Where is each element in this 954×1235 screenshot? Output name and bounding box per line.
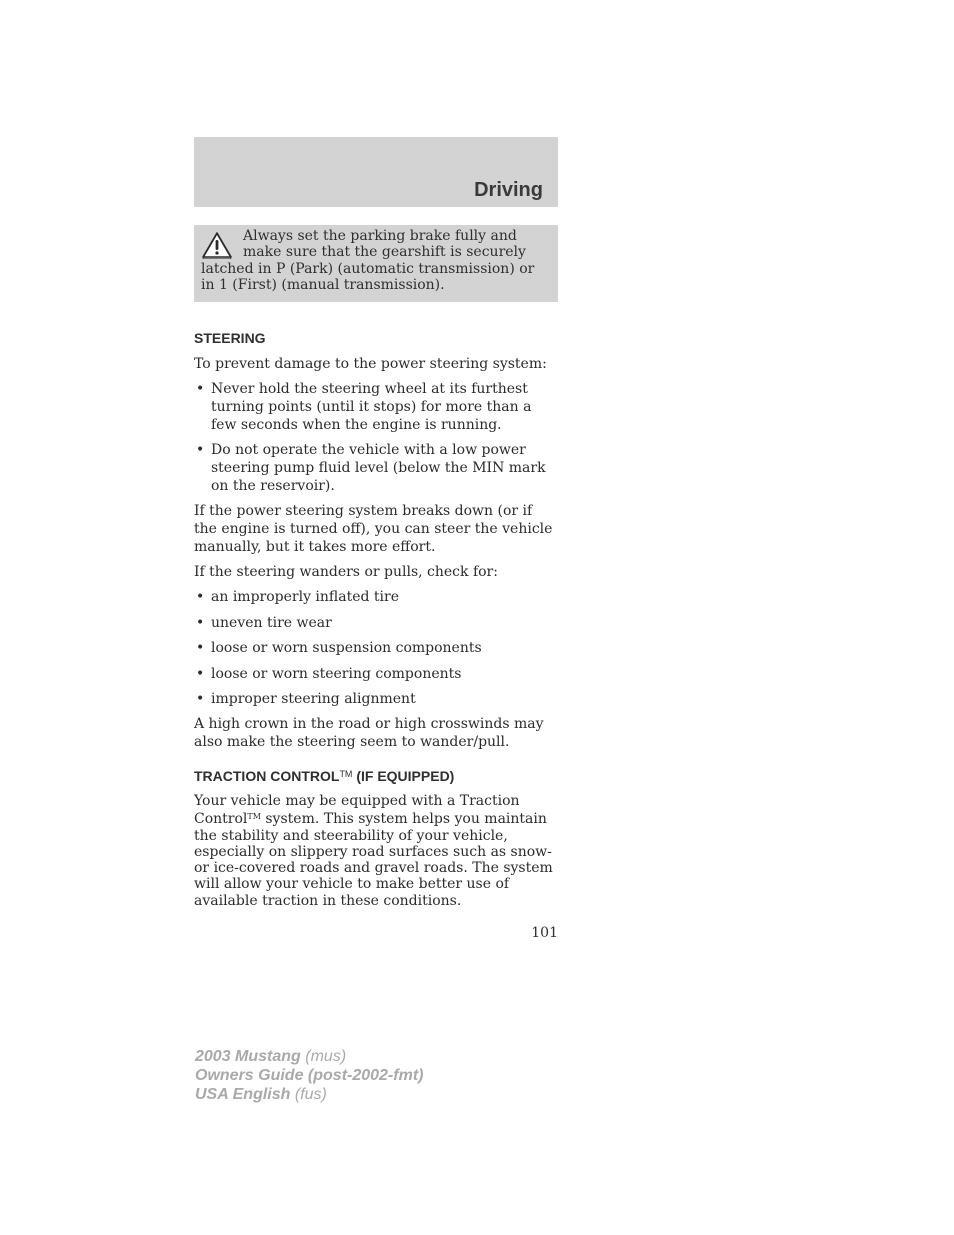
- traction-heading-suffix: (IF EQUIPPED): [356, 768, 455, 784]
- traction-heading-main: TRACTION CONTROL: [194, 768, 340, 784]
- section-header-band: [194, 137, 558, 207]
- traction-body-rest: system. This system helps you maintain the stability and steerability of your vehicle, especially on slippery road surfaces such as snow- or ice-covered roads and gravel roads. The system will allow your vehicle to make better use of available traction in these conditions.: [194, 811, 553, 909]
- steering-check-intro: If the steering wanders or pulls, check for:: [194, 564, 498, 580]
- footer-model-code: (mus): [305, 1048, 347, 1065]
- traction-control-heading: [194, 765, 558, 785]
- list-item: • loose or worn steering components: [194, 665, 558, 683]
- steering-breakdown-text: If the power steering system breaks down (or if the engine is turned off), you can steer the vehicle manually, but it takes more effort.: [194, 503, 553, 555]
- list-item: • loose or worn suspension components: [194, 639, 558, 657]
- steering-heading: STEERING: [194, 330, 266, 346]
- footer-line-3: [195, 1085, 423, 1104]
- steering-intro: To prevent damage to the power steering system:: [194, 356, 547, 372]
- document-footer: [195, 1047, 423, 1104]
- steering-crown-text: A high crown in the road or high crosswinds may also make the steering seem to wander/pull.: [194, 716, 544, 750]
- footer-language: USA English: [195, 1086, 291, 1103]
- trademark-symbol: TM: [339, 769, 353, 779]
- warning-text-block: [201, 228, 551, 293]
- list-item: • improper steering alignment: [194, 690, 558, 708]
- steering-check-list: [194, 588, 558, 708]
- footer-line-2: [195, 1066, 423, 1085]
- warning-text: Always set the parking brake fully and make sure that the gearshift is securely latched in P (Park) (automatic transmission) or in 1 (First) (manual transmission).: [201, 228, 535, 293]
- footer-language-code: (fus): [294, 1086, 327, 1103]
- footer-model: 2003 Mustang: [195, 1048, 301, 1065]
- list-item: • Do not operate the vehicle with a low power steering pump fluid level (below the MIN mark on the reservoir).: [194, 441, 558, 495]
- traction-control-text: [194, 793, 558, 909]
- steering-warning-list: [194, 380, 558, 495]
- footer-guide-title: Owners Guide (post-2002-fmt): [195, 1067, 424, 1084]
- footer-line-1: [195, 1047, 423, 1066]
- list-item: • an improperly inflated tire: [194, 588, 558, 606]
- list-item: • Never hold the steering wheel at its furthest turning points (until it stops) for more than a few seconds when the engine is running.: [194, 380, 558, 434]
- trademark-symbol: TM: [247, 812, 261, 822]
- traction-body-start: Your vehicle may be equipped with a Traction Control: [194, 793, 520, 828]
- main-content: [194, 329, 558, 909]
- section-title: Driving: [474, 179, 543, 201]
- page-number: 101: [531, 925, 558, 941]
- list-item: • uneven tire wear: [194, 614, 558, 632]
- warning-box: [194, 225, 558, 302]
